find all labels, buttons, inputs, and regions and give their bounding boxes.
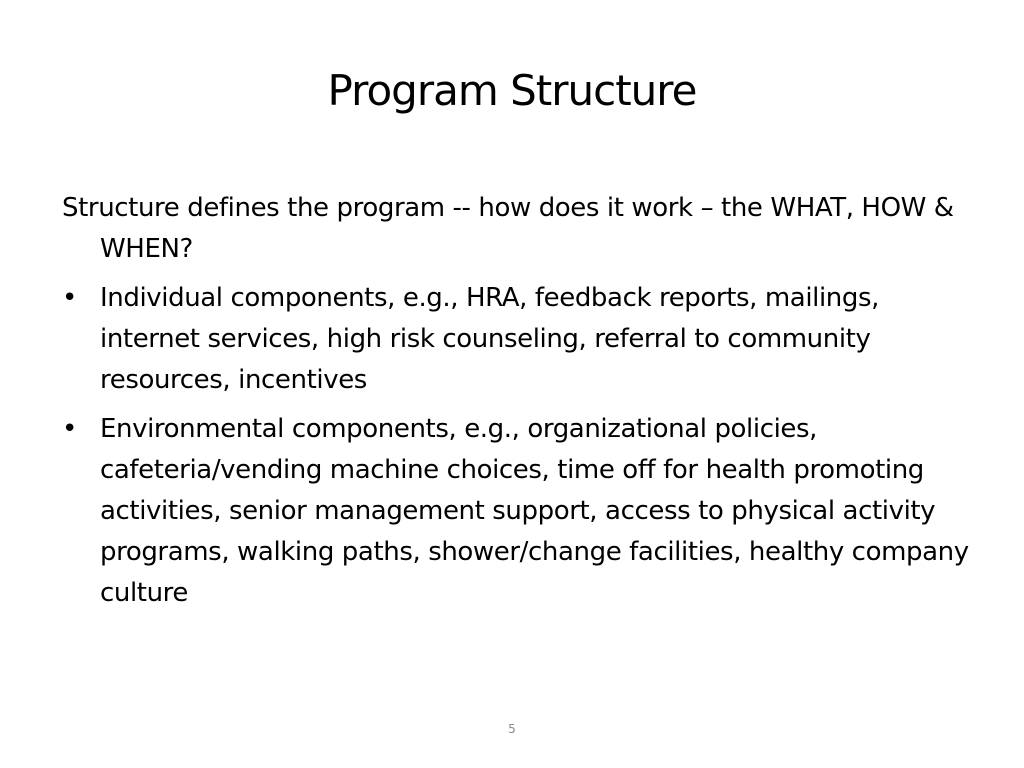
bullet-list <box>62 278 972 614</box>
bullet-item-individual-components <box>62 278 972 401</box>
bullet-text: Individual components, e.g., HRA, feedback reports, mailings, internet services, high risk counseling, referral to community resources, incentives <box>100 283 879 395</box>
bullet-icon: • <box>62 283 77 313</box>
bullet-icon: • <box>62 414 77 444</box>
slide-title: Program Structure <box>327 66 697 115</box>
slide-body <box>62 188 972 622</box>
page-number: 5 <box>508 722 516 736</box>
intro-paragraph: Structure defines the program -- how does it work – the WHAT, HOW & WHEN? <box>62 193 954 264</box>
bullet-text: Environmental components, e.g., organizational policies, cafeteria/vending machine choices, time off for health promoting activities, senior management support, access to physical activity programs, walking paths, shower/change facilities, healthy company culture <box>100 414 969 608</box>
bullet-item-environmental-components <box>62 409 972 614</box>
